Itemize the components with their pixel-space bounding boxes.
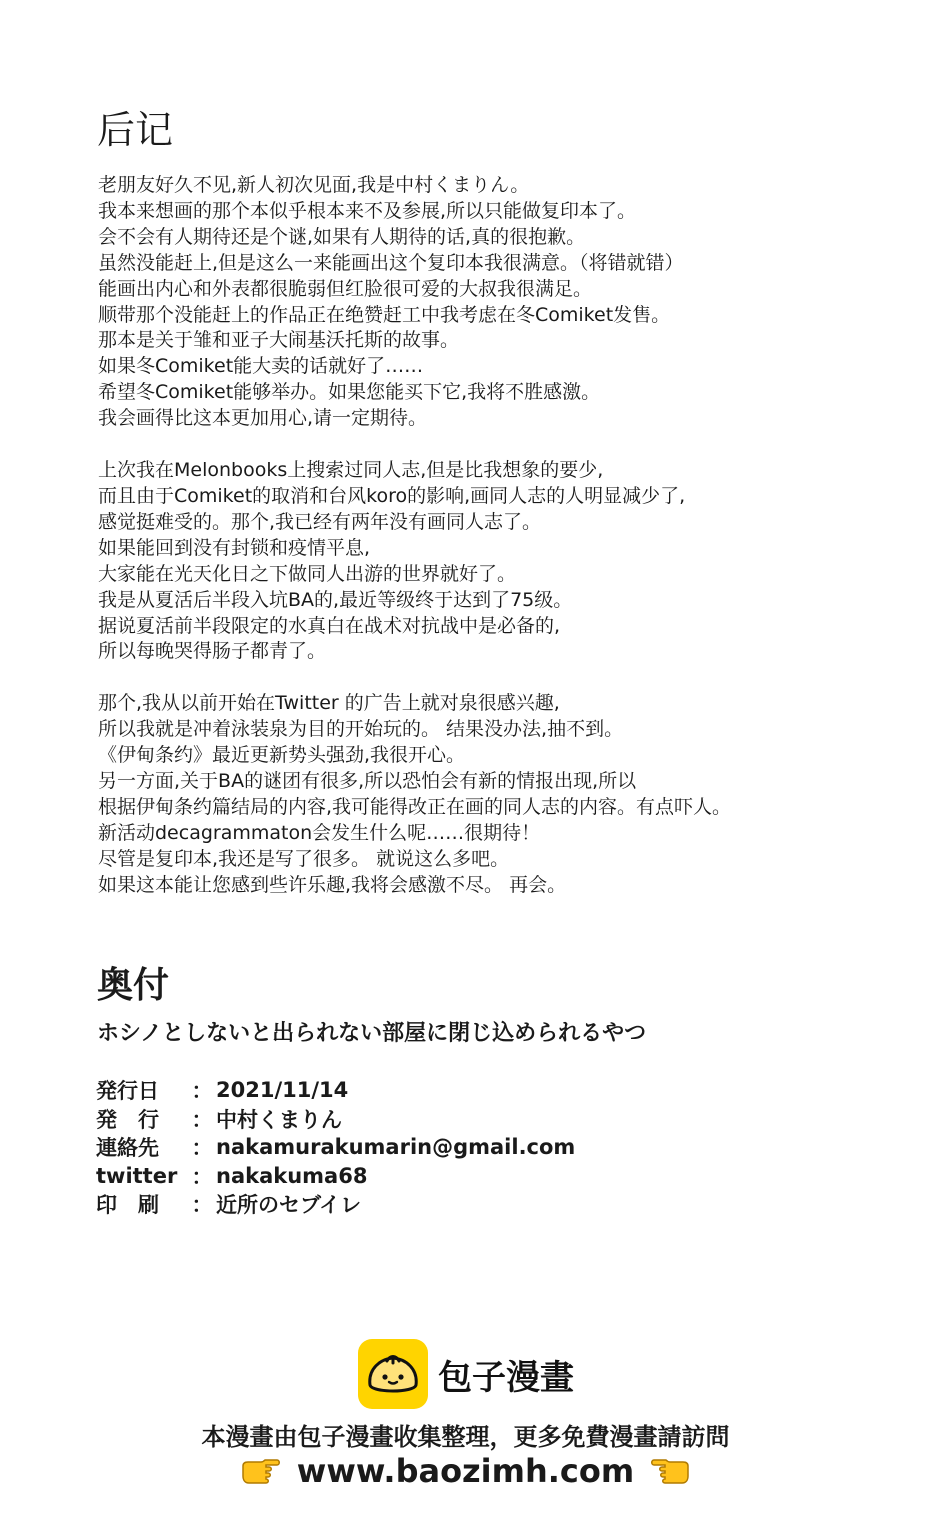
footer-note: 本漫畫由包子漫畫收集整理，更多免費漫畫請訪問 (201, 1423, 730, 1451)
text-line: 老朋友好久不见,新人初次见面,我是中村くまりん。 (98, 174, 530, 196)
info-row-date (96, 1076, 575, 1105)
text-line: 那个,我从以前开始在Twitter 的广告上就对泉很感兴趣, (98, 692, 560, 715)
info-colon: ： (191, 1136, 213, 1161)
text-line: 能画出内心和外表都很脆弱但红脸很可爱的大叔我很满足。 (98, 277, 593, 300)
pointing-right-hand-icon (239, 1454, 283, 1488)
info-value: 近所のセブイレ (216, 1193, 362, 1218)
footer-url-link[interactable]: www.baozimh.com (296, 1452, 635, 1490)
text-line: 如果这本能让您感到些许乐趣,我将会感激不尽。 再会。 (98, 873, 567, 896)
info-value: 中村くまりん (216, 1107, 342, 1132)
info-label: twitter (96, 1163, 178, 1188)
colophon-title: 奥付 (97, 965, 170, 1006)
text-line: 那本是关于雏和亚子大闹基沃托斯的故事。 (98, 329, 460, 352)
afterword-paragraph (98, 691, 898, 898)
book-title: ホシノとしないと出られない部屋に閉じ込められるやつ (97, 1021, 647, 1046)
text-line: 《伊甸条约》最近更新势头强劲,我很开心。 (98, 744, 466, 767)
info-label: 連絡先 (96, 1136, 159, 1161)
text-line: 新活动decagrammaton会发生什么呢……很期待！ (98, 821, 541, 844)
baozi-bun-icon (358, 1339, 428, 1409)
info-row-contact (96, 1133, 575, 1162)
text-line: 尽管是复印本,我还是写了很多。 就说这么多吧。 (98, 847, 510, 870)
info-label: 印 刷 (96, 1193, 159, 1218)
brand-name: 包子漫畫 (438, 1357, 574, 1398)
text-line: 感觉挺难受的。那个,我已经有两年没有画同人志了。 (98, 510, 542, 533)
text-line: 根据伊甸条约篇结局的内容,我可能得改正在画的同人志的内容。有点吓人。 (98, 795, 732, 818)
info-colon: ： (191, 1107, 213, 1132)
info-row-printer (96, 1190, 575, 1219)
text-line: 会不会有人期待还是个谜,如果有人期待的话,真的很抱歉。 (98, 225, 586, 248)
text-line: 所以每晚哭得肠子都青了。 (98, 640, 327, 663)
text-line: 据说夏活前半段限定的水真白在战术对抗战中是必备的, (98, 614, 561, 637)
text-line: 希望冬Comiket能够举办。如果您能买下它,我将不胜感激。 (98, 381, 601, 404)
afterword-body (98, 173, 898, 925)
text-line: 如果冬Comiket能大卖的话就好了…… (98, 355, 424, 378)
text-line: 如果能回到没有封锁和疫情平息, (98, 536, 371, 559)
footer-url-row (0, 1452, 931, 1490)
brand-watermark (358, 1339, 574, 1409)
info-row-twitter (96, 1162, 575, 1191)
info-colon: ： (191, 1164, 213, 1189)
text-line: 我是从夏活后半段入坑BA的,最近等级终于达到了75级。 (98, 588, 573, 611)
text-line: 我会画得比这本更加用心,请一定期待。 (98, 407, 428, 430)
text-line: 另一方面,关于BA的谜团有很多,所以恐怕会有新的情报出现,所以 (98, 770, 637, 793)
colophon-info-table (96, 1076, 575, 1219)
text-line: 我本来想画的那个本似乎根本来不及参展,所以只能做复印本了。 (98, 199, 637, 222)
info-label: 発行日 (96, 1079, 159, 1104)
info-label: 発 行 (96, 1107, 159, 1132)
info-row-publisher (96, 1105, 575, 1134)
afterword-paragraph (98, 173, 898, 432)
info-value: 2021/11/14 (216, 1078, 349, 1103)
info-colon: ： (191, 1079, 213, 1104)
text-line: 大家能在光天化日之下做同人出游的世界就好了。 (98, 562, 517, 585)
afterword-paragraph (98, 458, 898, 665)
pointing-left-hand-icon (648, 1454, 692, 1488)
text-line: 虽然没能赶上,但是这么一来能画出这个复印本我很满意。（将错就错） (98, 251, 684, 274)
info-value: nakamurakumarin@gmail.com (216, 1135, 576, 1160)
afterword-title: 后记 (97, 108, 174, 152)
text-line: 上次我在Melonbooks上搜索过同人志,但是比我想象的要少, (98, 459, 604, 482)
info-colon: ： (191, 1193, 213, 1218)
info-value: nakakuma68 (216, 1163, 368, 1188)
text-line: 所以我就是冲着泳装泉为目的开始玩的。 结果没办法,抽不到。 (98, 718, 624, 741)
text-line: 顺带那个没能赶上的作品正在绝赞赶工中我考虑在冬Comiket发售。 (98, 303, 671, 326)
text-line: 而且由于Comiket的取消和台风koro的影响,画同人志的人明显减少了, (98, 484, 686, 507)
